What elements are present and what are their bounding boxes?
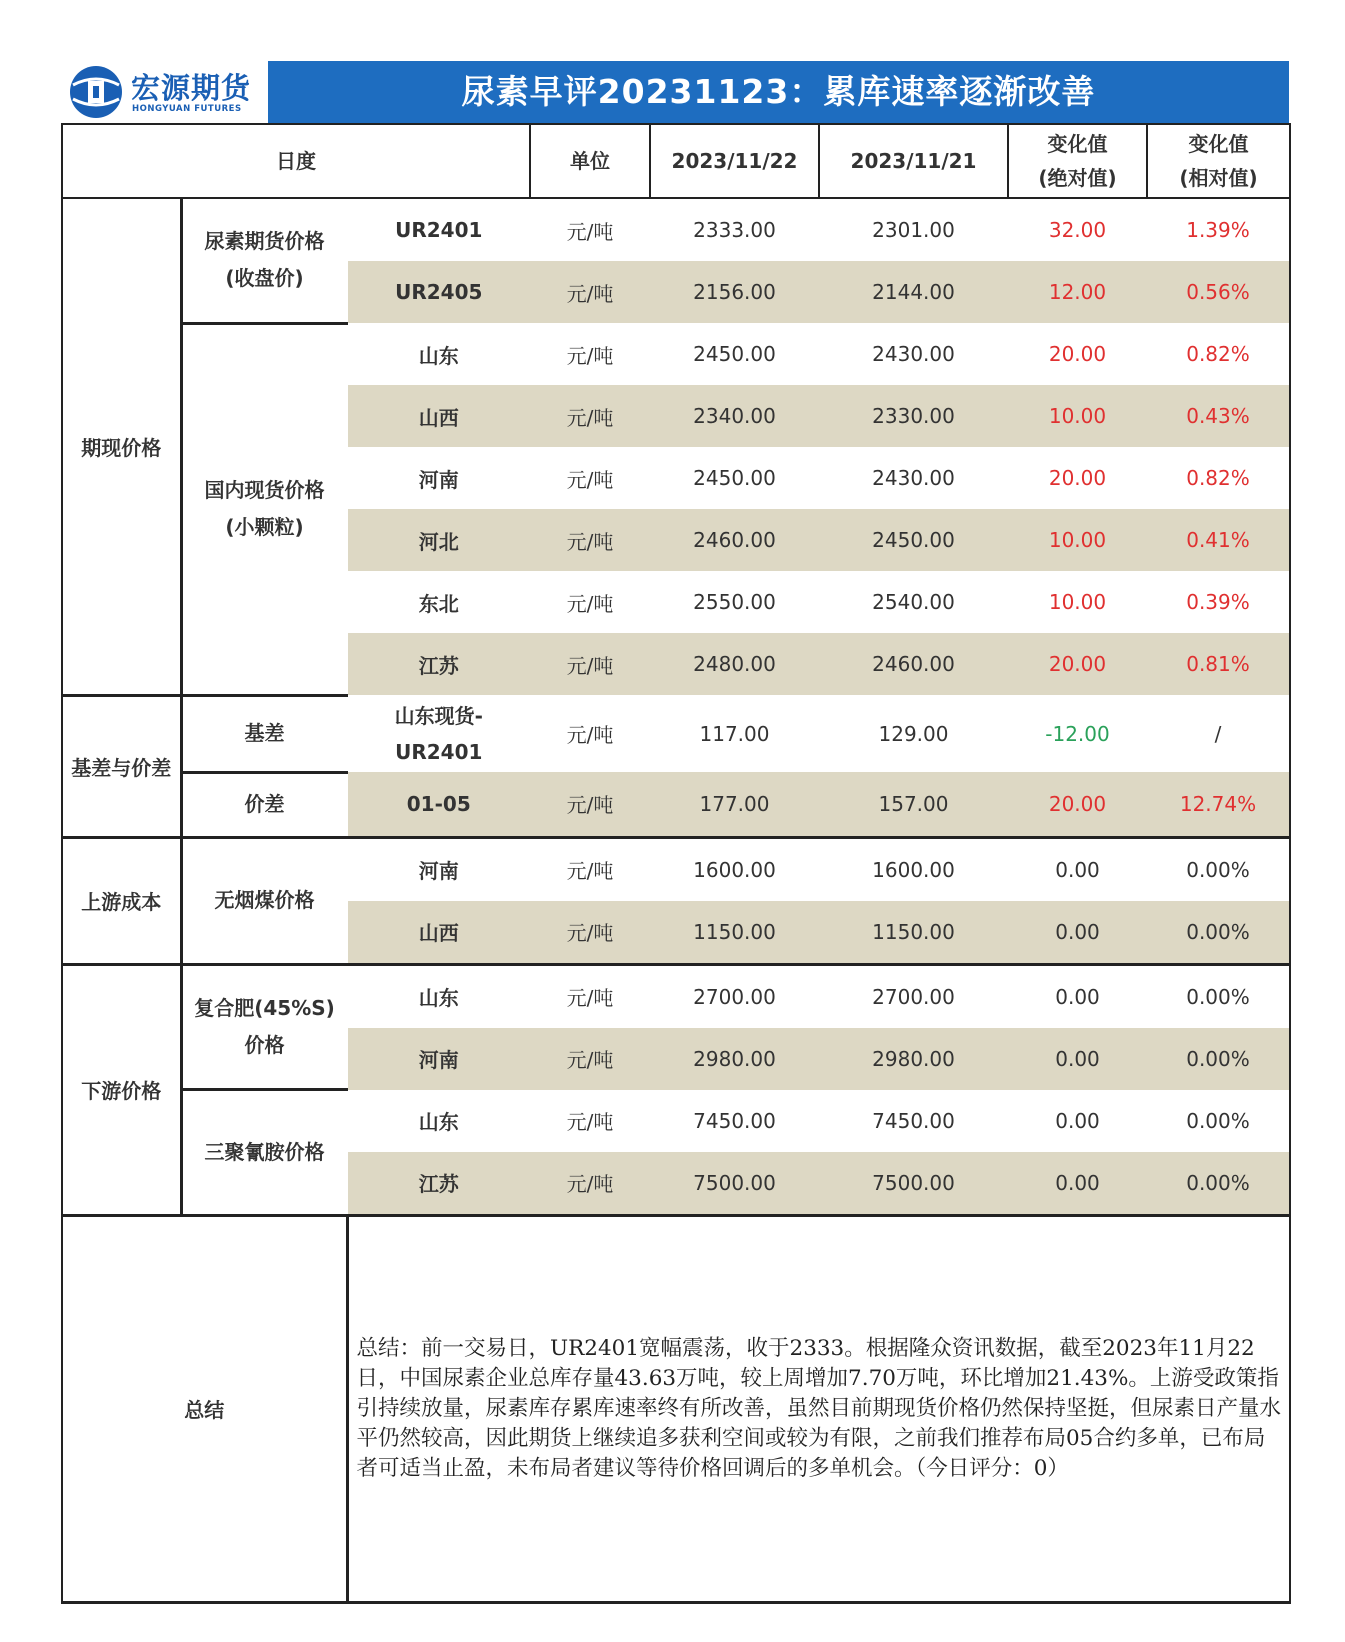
- abs-change: 10.00: [1008, 385, 1147, 447]
- value-date1: 2340.00: [650, 385, 819, 447]
- col-header-rel-line2: (相对值): [1179, 166, 1258, 190]
- rel-change: 0.00%: [1147, 837, 1290, 901]
- value-date1: 7450.00: [693, 1108, 776, 1133]
- unit-cell: 元/吨: [566, 1110, 614, 1134]
- abs-change: 0.00: [1055, 857, 1100, 882]
- rel-change: 0.00%: [1147, 1152, 1290, 1216]
- rel-change: 0.39%: [1147, 571, 1290, 633]
- company-logo: [61, 61, 268, 123]
- row-label: 山西: [347, 385, 530, 447]
- row-label: 东北: [418, 591, 459, 616]
- row-label: UR2405: [347, 261, 530, 323]
- col-header-date2: 2023/11/21: [819, 124, 1008, 198]
- row-label: 河南: [418, 467, 459, 492]
- rel-change: 0.43%: [1147, 385, 1290, 447]
- value-date1: 177.00: [650, 772, 819, 837]
- abs-change: 0.00: [1008, 1028, 1147, 1090]
- rel-change: 0.00%: [1147, 964, 1290, 1028]
- table-row: [62, 198, 1290, 261]
- rel-change: 0.56%: [1147, 261, 1290, 323]
- table-row: [62, 1090, 1290, 1152]
- value-date1: 117.00: [699, 721, 770, 746]
- row-label: 山西: [347, 901, 530, 965]
- report-sheet: [61, 61, 1289, 1604]
- unit-cell: 元/吨: [530, 633, 650, 695]
- value-date1: 2156.00: [650, 261, 819, 323]
- abs-change: 20.00: [1008, 772, 1147, 837]
- value-date2: 157.00: [819, 772, 1008, 837]
- row-label: 江苏: [347, 633, 530, 695]
- row-label-line1: 山东现货-: [394, 703, 483, 728]
- value-date2: 129.00: [878, 721, 949, 746]
- value-date2: 2540.00: [872, 590, 955, 614]
- section-label: 期现价格: [62, 198, 181, 695]
- unit-cell: 元/吨: [566, 986, 614, 1010]
- row-label: UR2401: [395, 218, 483, 242]
- unit-cell: 元/吨: [566, 859, 614, 883]
- value-date2: 2460.00: [819, 633, 1008, 695]
- unit-cell: 元/吨: [530, 509, 650, 571]
- unit-cell: 元/吨: [530, 385, 650, 447]
- group-label: 无烟煤价格: [181, 837, 347, 964]
- value-date2: 2450.00: [819, 509, 1008, 571]
- value-date1: 2550.00: [693, 590, 776, 614]
- rel-change: 0.41%: [1147, 509, 1290, 571]
- col-header-abs-line2: (绝对值): [1038, 166, 1117, 190]
- summary-text: 总结：前一交易日，UR2401宽幅震荡，收于2333。根据隆众资讯数据，截至2023年11月22日，中国尿素企业总库存量43.63万吨，较上周增加7.70万吨，环比增加21.43%。上游受政策指引持续放量，尿素库存累库速率终有所改善，虽然目前期现货价格仍然保持坚挺，但尿素日产量水平仍然较高，因此期货上继续追多获利空间或较为有限，之前我们推荐布局05合约多单，已布局者可适当止盈，未布局者建议等待价格回调后的多单机会。（今日评分：0）: [347, 1215, 1290, 1602]
- unit-cell: 元/吨: [566, 343, 614, 368]
- unit-cell: 元/吨: [530, 261, 650, 323]
- logo-english-text: HONGYUAN FUTURES: [132, 104, 242, 114]
- value-date1: 1150.00: [650, 901, 819, 965]
- rel-change: 0.82%: [1147, 323, 1290, 385]
- group-label: 价差: [181, 772, 347, 837]
- value-date2: 2700.00: [872, 984, 955, 1009]
- price-table: [61, 123, 1291, 1604]
- table-row: [62, 837, 1290, 901]
- col-header-rel-change: [1147, 124, 1290, 198]
- rel-change: 0.00%: [1147, 1090, 1290, 1152]
- group-label-line1: 尿素期货价格: [204, 229, 325, 254]
- value-date2: 2301.00: [872, 218, 955, 242]
- value-date1: 1600.00: [693, 857, 776, 882]
- row-label: 山东: [418, 1110, 459, 1134]
- unit-cell: 元/吨: [530, 901, 650, 965]
- value-date1: 2450.00: [693, 466, 776, 490]
- report-title: 尿素早评20231123：累库速率逐渐改善: [461, 72, 1096, 111]
- rel-change: 12.74%: [1147, 772, 1290, 837]
- group-label-line2: (小颗粒): [225, 515, 304, 539]
- row-label: 河南: [418, 859, 459, 883]
- abs-change: 20.00: [1048, 342, 1107, 366]
- summary-row: [62, 1215, 1290, 1602]
- abs-change: 0.00: [1008, 901, 1147, 965]
- unit-cell: 元/吨: [530, 1152, 650, 1216]
- row-label: 河南: [347, 1028, 530, 1090]
- group-label-line2: 价格: [244, 1032, 285, 1057]
- row-label: [347, 695, 530, 772]
- value-date2: 7450.00: [872, 1108, 955, 1133]
- group-label: 三聚氰胺价格: [181, 1090, 347, 1216]
- value-date2: 7500.00: [819, 1152, 1008, 1216]
- col-header-unit: 单位: [530, 124, 650, 198]
- unit-cell: 元/吨: [566, 467, 614, 492]
- row-label: 山东: [418, 343, 459, 368]
- value-date2: 2144.00: [819, 261, 1008, 323]
- hongyuan-logo-icon: [69, 65, 123, 119]
- abs-change: 20.00: [1008, 633, 1147, 695]
- abs-change: 10.00: [1008, 509, 1147, 571]
- title-banner: [61, 61, 1289, 123]
- abs-change: -12.00: [1045, 721, 1110, 746]
- row-label-line2: UR2401: [395, 739, 483, 764]
- value-date2: 2430.00: [872, 342, 955, 366]
- section-label: 基差与价差: [62, 695, 181, 837]
- row-label: 河北: [347, 509, 530, 571]
- value-date1: 7500.00: [650, 1152, 819, 1216]
- table-row: [62, 964, 1290, 1028]
- table-row: [62, 695, 1290, 772]
- group-label-line1: 复合肥(45%S): [194, 995, 335, 1020]
- rel-change: 0.00%: [1147, 901, 1290, 965]
- value-date1: 2980.00: [650, 1028, 819, 1090]
- col-header-abs-change: [1008, 124, 1147, 198]
- value-date1: 2480.00: [650, 633, 819, 695]
- unit-cell: 元/吨: [566, 591, 614, 616]
- group-label-line1: 国内现货价格: [204, 478, 325, 502]
- value-date1: 2450.00: [693, 342, 776, 366]
- summary-label: 总结: [62, 1215, 347, 1602]
- value-date1: 2333.00: [693, 218, 776, 242]
- abs-change: 0.00: [1008, 1152, 1147, 1216]
- value-date2: 2330.00: [819, 385, 1008, 447]
- group-label: [181, 964, 347, 1090]
- abs-change: 20.00: [1048, 466, 1107, 490]
- row-label: 山东: [418, 986, 459, 1010]
- rel-change: 1.39%: [1147, 198, 1290, 261]
- table-row: [62, 323, 1290, 385]
- value-date1: 2460.00: [650, 509, 819, 571]
- logo-chinese-text: 宏源期货: [131, 71, 252, 105]
- section-label: 上游成本: [62, 837, 181, 964]
- group-label: [181, 323, 347, 695]
- col-header-dimension: 日度: [62, 124, 530, 198]
- unit-cell: 元/吨: [566, 723, 614, 747]
- rel-change: 0.00%: [1147, 1028, 1290, 1090]
- col-header-rel-line1: 变化值: [1188, 132, 1249, 156]
- table-row: [62, 772, 1290, 837]
- row-label: 01-05: [347, 772, 530, 837]
- abs-change: 32.00: [1048, 218, 1107, 242]
- value-date2: 2430.00: [872, 466, 955, 490]
- rel-change: /: [1147, 695, 1290, 772]
- col-header-date1: 2023/11/22: [650, 124, 819, 198]
- rel-change: 0.82%: [1147, 447, 1290, 509]
- group-label-line2: (收盘价): [225, 266, 304, 291]
- value-date2: 1600.00: [872, 857, 955, 882]
- unit-cell: 元/吨: [566, 219, 614, 244]
- row-label: 江苏: [347, 1152, 530, 1216]
- group-label: [181, 198, 347, 323]
- section-label: 下游价格: [62, 964, 181, 1215]
- abs-change: 0.00: [1055, 984, 1100, 1009]
- unit-cell: 元/吨: [530, 772, 650, 837]
- rel-change: 0.81%: [1147, 633, 1290, 695]
- value-date1: 2700.00: [693, 984, 776, 1009]
- abs-change: 0.00: [1055, 1108, 1100, 1133]
- table-header-row: [62, 124, 1290, 198]
- group-label: 基差: [181, 695, 347, 772]
- value-date2: 2980.00: [819, 1028, 1008, 1090]
- value-date2: 1150.00: [819, 901, 1008, 965]
- abs-change: 12.00: [1008, 261, 1147, 323]
- col-header-abs-line1: 变化值: [1047, 132, 1108, 156]
- abs-change: 10.00: [1048, 590, 1107, 614]
- unit-cell: 元/吨: [530, 1028, 650, 1090]
